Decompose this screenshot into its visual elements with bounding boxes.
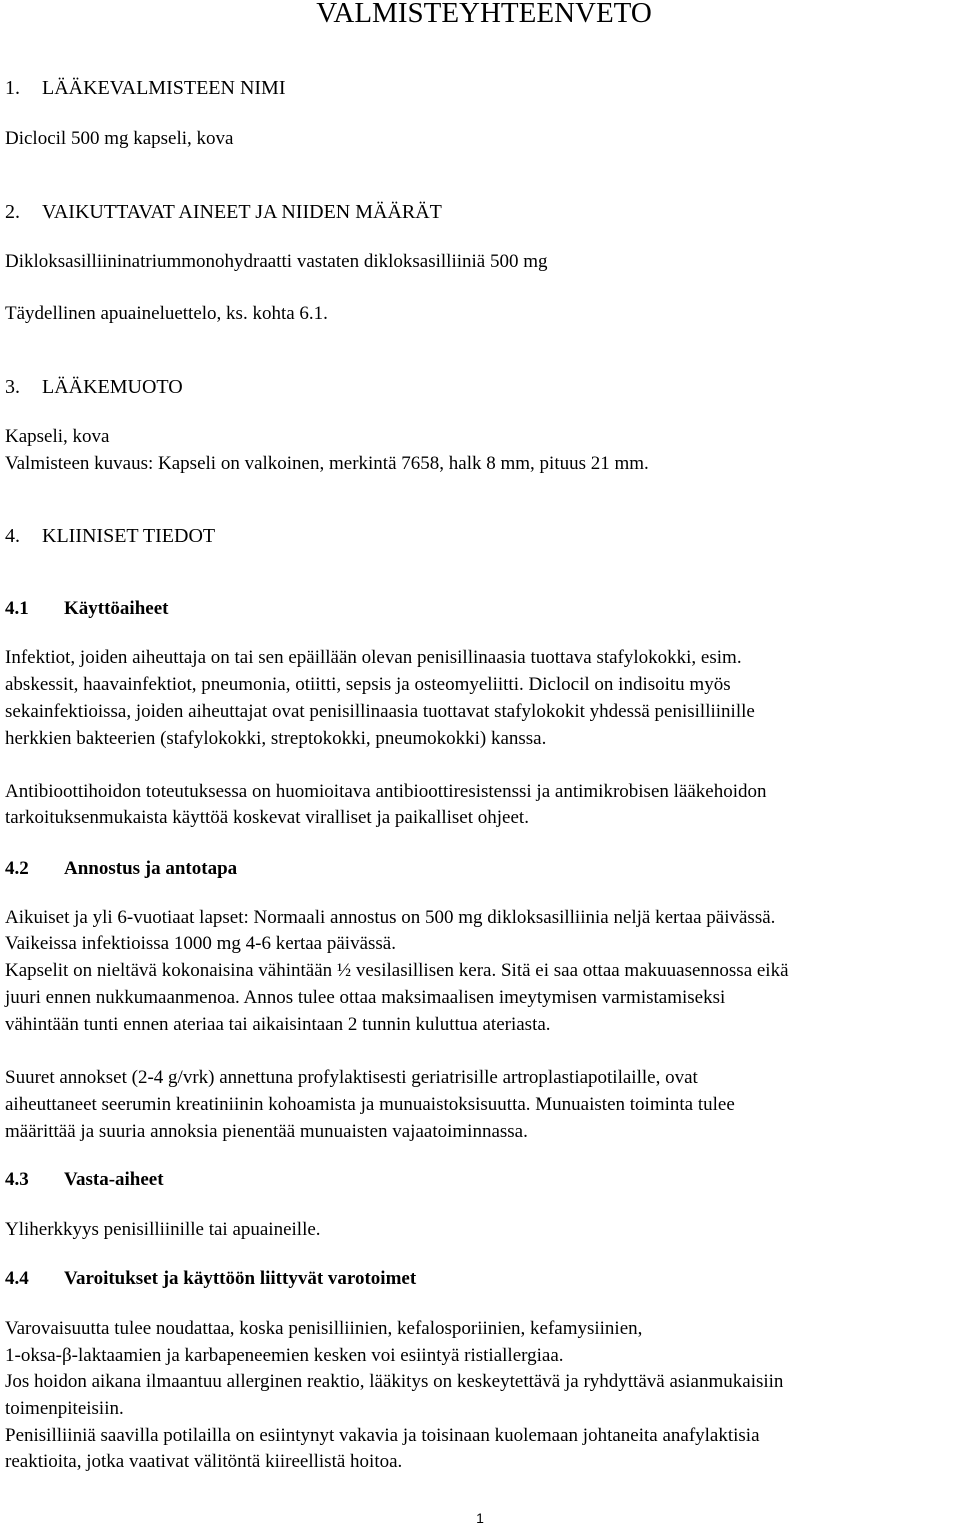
subsection-number: 4.2 xyxy=(5,858,29,879)
section-title: LÄÄKEMUOTO xyxy=(42,376,183,398)
subsection-title: Annostus ja antotapa xyxy=(64,858,238,879)
subsection-title: Vasta-aiheet xyxy=(64,1169,164,1190)
paragraph-line: Antibioottihoidon toteutuksessa on huomioitava antibioottiresistenssi ja antimikrobisen lääkehoidon xyxy=(5,781,767,802)
paragraph-line: Aikuiset ja yli 6-vuotiaat lapset: Normaali annostus on 500 mg dikloksasilliinia neljä kertaa päivässä. xyxy=(5,907,776,928)
subsection-number: 4.4 xyxy=(5,1268,29,1289)
dosage-form: Kapseli, kova xyxy=(5,426,110,447)
section-number: 4. xyxy=(5,525,20,547)
section-3-heading xyxy=(5,375,183,399)
product-name: Diclocil 500 mg kapseli, kova xyxy=(5,128,234,149)
paragraph-line: vähintään tunti ennen ateriaa tai aikaisintaan 2 tunnin kuluttua ateriasta. xyxy=(5,1014,551,1035)
paragraph-line: Yliherkkyys penisilliinille tai apuaineille. xyxy=(5,1219,321,1240)
paragraph-line: aiheuttaneet seerumin kreatiniinin kohoamista ja munuaistoksisuutta. Munuaisten toiminta tulee xyxy=(5,1094,735,1115)
paragraph-line: Varovaisuutta tulee noudattaa, koska penisilliinien, kefalosporiinien, kefamysiinien, xyxy=(5,1318,643,1339)
section-title: KLIINISET TIEDOT xyxy=(42,525,216,547)
active-substance: Dikloksasilliininatriummonohydraatti vastaten dikloksasilliiniä 500 mg xyxy=(5,251,548,272)
subsection-number: 4.1 xyxy=(5,598,29,619)
subsection-4-1-heading xyxy=(5,597,168,621)
section-number: 1. xyxy=(5,77,20,99)
product-description: Valmisteen kuvaus: Kapseli on valkoinen, merkintä 7658, halk 8 mm, pituus 21 mm. xyxy=(5,453,649,474)
paragraph-line: Infektiot, joiden aiheuttaja on tai sen epäillään olevan penisillinaasia tuottava stafylokokki, esim. xyxy=(5,647,742,668)
paragraph-line: toimenpiteisiin. xyxy=(5,1398,124,1419)
section-2-heading xyxy=(5,200,442,224)
paragraph-line: herkkien bakteerien (stafylokokki, streptokokki, pneumokokki) kanssa. xyxy=(5,728,547,749)
section-4-heading xyxy=(5,524,215,548)
subsection-4-2-heading xyxy=(5,857,237,881)
subsection-title: Varoitukset ja käyttöön liittyvät varotoimet xyxy=(64,1268,417,1289)
paragraph-line: Vaikeissa infektioissa 1000 mg 4-6 kertaa päivässä. xyxy=(5,933,396,954)
section-number: 3. xyxy=(5,376,20,398)
paragraph-line: reaktioita, jotka vaativat välitöntä kiireellistä hoitoa. xyxy=(5,1451,403,1472)
subsection-4-3-heading xyxy=(5,1168,164,1192)
page-number: 1 xyxy=(476,1510,484,1526)
paragraph-line: Jos hoidon aikana ilmaantuu allerginen reaktio, lääkitys on keskeytettävä ja ryhdyttävä asianmukaisiin xyxy=(5,1371,784,1392)
excipients-reference: Täydellinen apuaineluettelo, ks. kohta 6.1. xyxy=(5,303,328,324)
document-title: VALMISTEYHTEENVETO xyxy=(316,0,652,29)
section-title: VAIKUTTAVAT AINEET JA NIIDEN MÄÄRÄT xyxy=(42,201,442,223)
paragraph-line: sekainfektioissa, joiden aiheuttajat ovat penisillinaasia tuottavat stafylokokit yhdessä penisilliinille xyxy=(5,701,755,722)
subsection-4-4-heading xyxy=(5,1267,416,1291)
subsection-number: 4.3 xyxy=(5,1169,29,1190)
section-number: 2. xyxy=(5,201,20,223)
paragraph-line: määrittää ja suuria annoksia pienentää munuaisten vajaatoiminnassa. xyxy=(5,1121,528,1142)
paragraph-line: Kapselit on nieltävä kokonaisina vähintään ½ vesilasillisen kera. Sitä ei saa ottaa makuuasennossa eikä xyxy=(5,960,789,981)
paragraph-line: Penisilliiniä saavilla potilailla on esiintynyt vakavia ja toisinaan kuolemaan johtaneita anafylaktisia xyxy=(5,1425,760,1446)
section-1-heading xyxy=(5,76,286,100)
subsection-title: Käyttöaiheet xyxy=(64,598,169,619)
paragraph-line: 1-oksa-β-laktaamien ja karbapeneemien kesken voi esiintyä ristiallergiaa. xyxy=(5,1345,564,1366)
paragraph-line: Suuret annokset (2-4 g/vrk) annettuna profylaktisesti geriatrisille artroplastiapotilaille, ovat xyxy=(5,1067,698,1088)
paragraph-line: abskessit, haavainfektiot, pneumonia, otiitti, sepsis ja osteomyeliitti. Diclocil on indisoitu myös xyxy=(5,674,731,695)
paragraph-line: juuri ennen nukkumaanmenoa. Annos tulee ottaa maksimaalisen imeytymisen varmistamiseksi xyxy=(5,987,726,1008)
paragraph-line: tarkoituksenmukaista käyttöä koskevat viralliset ja paikalliset ohjeet. xyxy=(5,807,529,828)
section-title: LÄÄKEVALMISTEEN NIMI xyxy=(42,77,286,99)
